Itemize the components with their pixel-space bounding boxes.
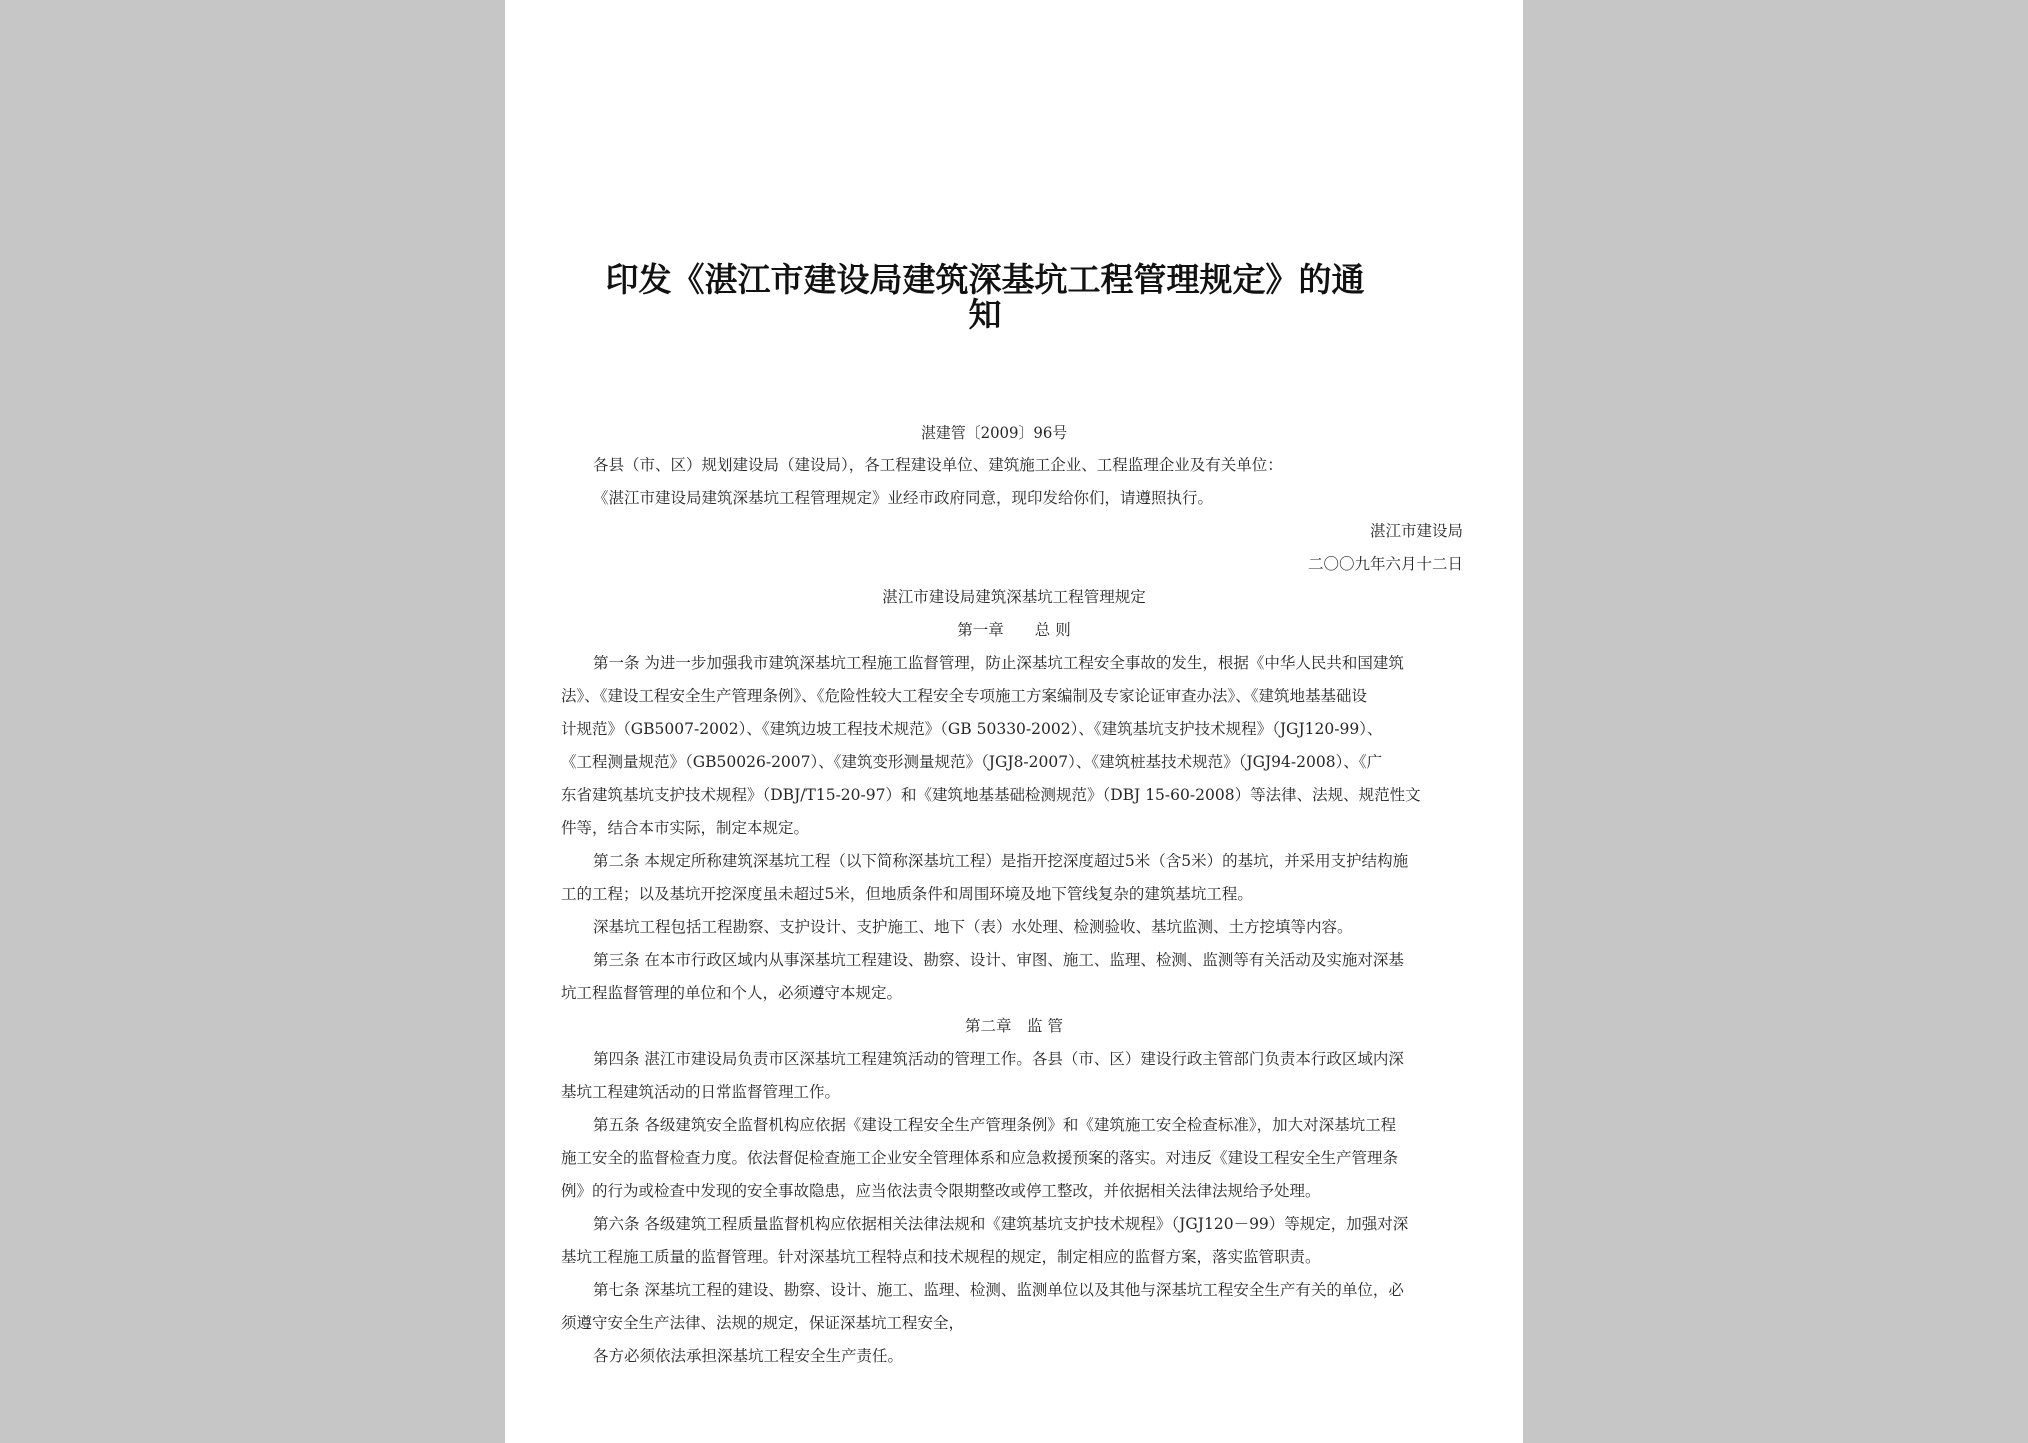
addressee-line: 各县（市、区）规划建设局（建设局），各工程建设单位、建筑施工企业、工程监理企业及有关单位： <box>593 456 1283 474</box>
intro-paragraph: 《湛江市建设局建筑深基坑工程管理规定》业经市政府同意，现印发给你们，请遵照执行。 <box>593 489 1214 507</box>
body-line: 第五条 各级建筑安全监督机构应依据《建设工程安全生产管理条例》和《建筑施工安全检查标准》，加大对深基坑工程 <box>593 1116 1397 1134</box>
body-line: 坑工程监督管理的单位和个人，必须遵守本规定。 <box>561 984 903 1002</box>
body-line: 第四条 湛江市建设局负责市区深基坑工程建筑活动的管理工作。各县（市、区）建设行政主管部门负责本行政区域内深 <box>593 1050 1404 1068</box>
body-line: 基坑工程建筑活动的日常监督管理工作。 <box>561 1083 841 1101</box>
body-line: 基坑工程施工质量的监督管理。针对深基坑工程特点和技术规程的规定，制定相应的监督方案，落实监管职责。 <box>561 1248 1321 1266</box>
body-line: 须遵守安全生产法律、法规的规定，保证深基坑工程安全， <box>561 1314 965 1332</box>
body-line: 第三条 在本市行政区域内从事深基坑工程建设、勘察、设计、审图、施工、监理、检测、监测等有关活动及实施对深基 <box>593 951 1404 969</box>
document-number: 湛建管〔2009〕96号 <box>921 424 1068 442</box>
body-line: 法》、《建设工程安全生产管理条例》、《危险性较大工程安全专项施工方案编制及专家论证审查办法》、《建筑地基基础设 <box>561 687 1368 705</box>
document-title: 印发《湛江市建设局建筑深基坑工程管理规定》的通知 <box>605 260 1365 334</box>
body-line: 《工程测量规范》（GB50026-2007）、《建筑变形测量规范》（JGJ8-2007）、《建筑桩基技术规范》（JGJ94-2008）、《广 <box>561 753 1383 771</box>
chapter-heading-2: 第二章 监 管 <box>965 1017 1063 1035</box>
body-line: 工的工程；以及基坑开挖深度虽未超过5米，但地质条件和周围环境及地下管线复杂的建筑基坑工程。 <box>561 885 1253 903</box>
body-line: 件等，结合本市实际，制定本规定。 <box>561 819 810 837</box>
body-line: 计规范》（GB5007-2002）、《建筑边坡工程技术规范》（GB 50330-2002）、《建筑基坑支护技术规程》（JGJ120-99）、 <box>561 720 1383 738</box>
body-line: 东省建筑基坑支护技术规程》（DBJ/T15-20-97）和《建筑地基基础检测规范》（DBJ 15-60-2008）等法律、法规、规范性文 <box>561 786 1421 804</box>
regulation-title: 湛江市建设局建筑深基坑工程管理规定 <box>882 588 1146 606</box>
document-page <box>505 0 1523 1443</box>
body-line: 第二条 本规定所称建筑深基坑工程（以下简称深基坑工程）是指开挖深度超过5米（含5米）的基坑，并采用支护结构施 <box>593 852 1409 870</box>
issuer-signature: 湛江市建设局 <box>1369 522 1463 540</box>
chapter-heading-1: 第一章 总 则 <box>957 621 1071 639</box>
body-line: 第六条 各级建筑工程质量监督机构应依据相关法律法规和《建筑基坑支护技术规程》（JGJ120－99）等规定，加强对深 <box>593 1215 1409 1233</box>
body-line: 第七条 深基坑工程的建设、勘察、设计、施工、监理、检测、监测单位以及其他与深基坑工程安全生产有关的单位，必 <box>593 1281 1404 1299</box>
issue-date: 二〇〇九年六月十二日 <box>1307 555 1463 573</box>
body-line: 各方必须依法承担深基坑工程安全生产责任。 <box>593 1347 904 1365</box>
body-line: 第一条 为进一步加强我市建筑深基坑工程施工监督管理，防止深基坑工程安全事故的发生，根据《中华人民共和国建筑 <box>593 654 1404 672</box>
body-line: 例》的行为或检查中发现的安全事故隐患，应当依法责令限期整改或停工整改，并依据相关法律法规给予处理。 <box>561 1182 1321 1200</box>
body-line: 深基坑工程包括工程勘察、支护设计、支护施工、地下（表）水处理、检测验收、基坑监测、土方挖填等内容。 <box>593 918 1353 936</box>
body-line: 施工安全的监督检查力度。依法督促检查施工企业安全管理体系和应急救援预案的落实。对违反《建设工程安全生产管理条 <box>561 1149 1399 1167</box>
